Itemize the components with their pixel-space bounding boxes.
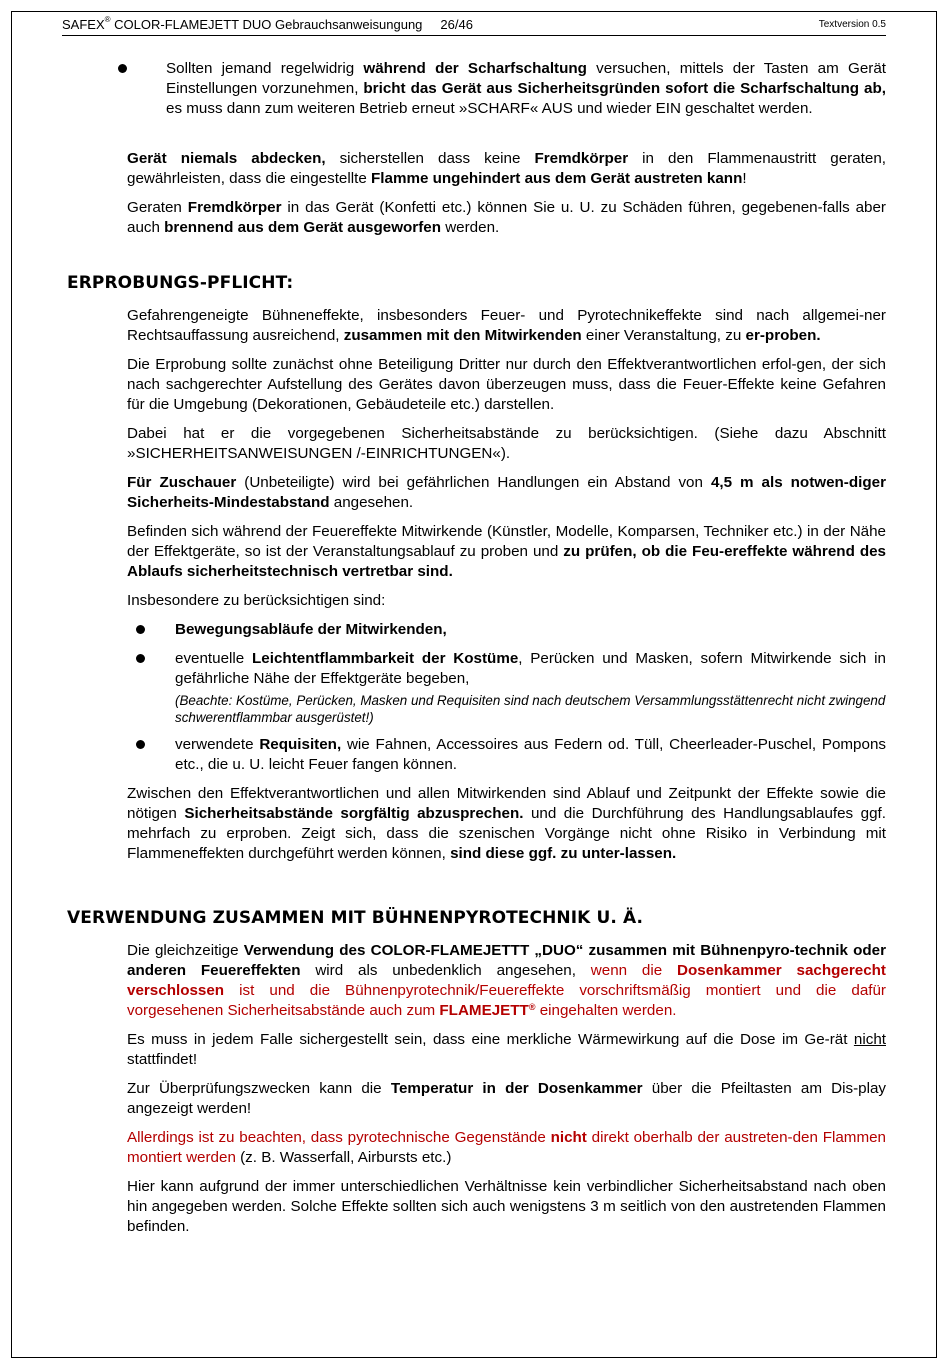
text-run: über die Pfeiltasten am Dis-play angezeigt werden! [127,1080,886,1117]
text-run: wird als unbedenklich angesehen, [300,962,591,979]
text-run-red: Allerdings ist zu beachten, dass pyrotechnische Gegenstände [127,1129,551,1146]
text-run-bold: Für Zuschauer [127,474,237,491]
intro-bullet [118,59,886,119]
text-run: Es muss in jedem Falle sichergestellt sein, dass eine merkliche Wärmewirkung auf die Dose im Ge-rät [127,1031,854,1048]
text-run: werden. [440,219,500,236]
text-run: (z. B. Wasserfall, Airbursts etc.) [235,1149,452,1166]
text-run-bold: er-proben. [745,327,821,344]
text-run-red: eingehalten werden. [535,1002,677,1019]
paragraph: Hier kann aufgrund der immer unterschiedlichen Verhältnisse kein verbindlicher Sicherheitsabstand nach oben hin angegeben werden. Solche Effekte sollten sich auch wenigstens 3 m seitlich von den austretenden Flammen befinden. [127,1178,886,1235]
bullet-dot [118,64,127,73]
list-item [127,649,886,726]
page-number: 26/46 [440,17,473,32]
paragraph [127,306,886,346]
page-content [67,59,887,1246]
paragraph [127,1079,886,1119]
bullet-dot [136,740,145,749]
text-run: in das Gerät (Konfetti etc.) können Sie u. U. zu Schäden führen, gegebenen-falls aber auch [127,199,886,236]
page-header [62,17,886,35]
text-run: (Unbeteiligte) wird bei gefährlichen Handlungen ein Abstand von [236,474,711,491]
text-run-bold: Temperatur in der Dosenkammer [390,1080,643,1097]
paragraph [127,1030,886,1070]
bullet-dot [136,625,145,634]
header-rule [62,35,886,36]
text-run: einer Veranstaltung, zu [581,327,746,344]
text-run: versuchen, mittels der Tasten am Gerät Einstellungen vorzunehmen, [166,60,886,97]
text-run-bold: zu prüfen, ob die Feu-ereffekte während des Ablaufs sicherheitstechnisch vertretbar sind. [127,543,886,580]
paragraph-foreign-objects [127,198,886,238]
paragraph [127,473,886,513]
paragraph: Insbesondere zu berücksichtigen sind: [127,592,386,609]
text-run-red-bold: nicht [550,1129,587,1146]
text-run-bold: während der Scharfschaltung [363,60,587,77]
text-run: Befinden sich während der Feuereffekte Mitwirkende (Künstler, Modelle, Komparsen, Techniker etc.) in der Nähe der Effektgeräte, so ist der Veranstaltungsablauf zu proben und [127,523,886,560]
text-run-bold: Fremdkörper [187,199,282,216]
text-run-red: ist und die Bühnenpyrotechnik/Feuereffekte vorschriftsmäßig montiert und die dafür vorgesehenen Sicherheitsabstände auch zum [127,982,886,1019]
text-run-bold: bricht das Gerät aus Sicherheitsgründen sofort die Scharfschaltung ab, [363,80,886,97]
title-text: COLOR-FLAMEJETT DUO Gebrauchsanweisungung [110,17,423,32]
text-run-bold: Requisiten, [259,736,342,753]
section-heading-testing-duty: ERPROBUNGS-PFLICHT: [67,273,294,293]
text-run: stattfindet! [127,1051,198,1068]
paragraph [127,522,886,582]
text-run-bold: zusammen mit den Mitwirkenden [343,327,582,344]
spacer [127,247,886,272]
paragraph-red-warning [127,1128,886,1168]
text-run-red-bold: FLAMEJETT [439,1002,529,1019]
text-version: Textversion 0.5 [818,19,886,30]
list-item [127,620,886,640]
text-run: verwendete [175,736,260,753]
text-run-bold: Gerät niemals abdecken, [127,150,326,167]
paragraph [127,784,886,864]
text-run: Zwischen den Effektverantwortlichen und allen Mitwirkenden sind Ablauf und Zeitpunkt der Effekte sowie die nötigen [127,785,886,822]
spacer [127,128,886,149]
text-run: Gefahrengeneigte Bühneneffekte, insbesonders Feuer- und Pyrotechnikeffekte sind nach allgemei-ner Rechtsauffassung ausreichend, [127,307,886,344]
text-run-bold: Verwendung des COLOR-FLAMEJETTT „DUO“ zusammen mit Bühnenpyro-technik oder anderen Feuereffekten [127,942,886,979]
paragraph-cover-warning [127,149,886,189]
text-run-bold: Fremdkörper [534,150,629,167]
text-run-bold: Sicherheitsabstände sorgfältig abzusprechen. [184,805,524,822]
document-title [62,17,473,32]
text-run-bold: sind diese ggf. zu unter-lassen. [450,845,677,862]
text-run-underlined: nicht [853,1031,886,1048]
text-run: Sollten jemand regelwidrig [166,60,364,77]
text-run: angesehen. [329,494,414,511]
paragraph: Dabei hat er die vorgegebenen Sicherheitsabstände zu berücksichtigen. (Siehe dazu Abschnitt »SICHERHEITSANWEISUNGEN /-EINRICHTUNGEN«). [127,425,886,462]
text-run: , Perücken und Masken, sofern Mitwirkende sich in gefährliche Nähe der Effektgeräte begeben, [175,650,886,687]
text-run: wie Fahnen, Accessoires aus Federn od. Tüll, Cheerleader-Puschel, Pompons etc., die u. U. leicht Feuer fangen können. [175,736,886,773]
text-run: Geraten [127,199,188,216]
text-run: in den Flammenaustritt geraten, gewährleisten, dass die eingestellte [127,150,886,187]
bullet-dot [136,654,145,663]
text-run-bold: Bewegungsabläufe der Mitwirkenden, [175,621,447,638]
paragraph: Die Erprobung sollte zunächst ohne Beteiligung Dritter nur durch den Effektverantwortlichen erfol-gen, der sich nach sachgerechter Aufstellung des Gerätes davon überzeugen muss, dass die Feuer-Effekte keine Gefahren für die Umgebung (Dekorationen, Gebäudeteile etc.) darstellen. [127,356,886,413]
text-run-red: wenn die [590,962,678,979]
text-run-bold: 4,5 m als notwen-diger Sicherheits-Mindestabstand [127,474,886,511]
text-run-bold: Flamme ungehindert aus dem Gerät austreten kann [371,170,743,187]
text-run: sicherstellen dass keine [325,150,535,167]
text-run-bold: brennend aus dem Gerät ausgeworfen [164,219,441,236]
brand-name: SAFEX [62,17,105,32]
paragraph [127,941,886,1021]
text-run-red-bold: Dosenkammer sachgerecht verschlossen [127,962,886,999]
text-run: es muss dann zum weiteren Betrieb erneut »SCHARF« AUS und wieder EIN geschaltet werden. [166,100,813,117]
text-run-red: direkt oberhalb der austreten-den Flammen montiert werden [127,1129,887,1166]
spacer [127,873,886,907]
text-run: und die Durchführung des Handlungsablaufes ggf. mehrfach zu erproben. Zeigt sich, dass die szenischen Vorgänge nicht ohne Risiko in Verbindung mit Flammeneffekten durchgeführt werden können, [127,805,886,862]
section-heading-pyrotechnics: VERWENDUNG ZUSAMMEN MIT BÜHNENPYROTECHNIK U. Ä. [67,908,644,928]
note-italic: (Beachte: Kostüme, Perücken, Masken und Requisiten sind nach deutschem Versammlungsstättenrecht nicht zwingend schwerentflammbar ausgerüstet!) [175,693,886,725]
text-run-bold: Leichtentflammbarkeit der Kostüme [252,650,519,667]
registered-mark: ® [104,15,111,24]
text-run: Zur Überprüfungszwecken kann die [127,1080,391,1097]
list-item [127,735,886,775]
text-run: Die gleichzeitige [127,942,244,959]
text-run: eventuelle [175,650,253,667]
text-run: ! [742,170,747,187]
registered-mark: ® [528,1002,536,1012]
